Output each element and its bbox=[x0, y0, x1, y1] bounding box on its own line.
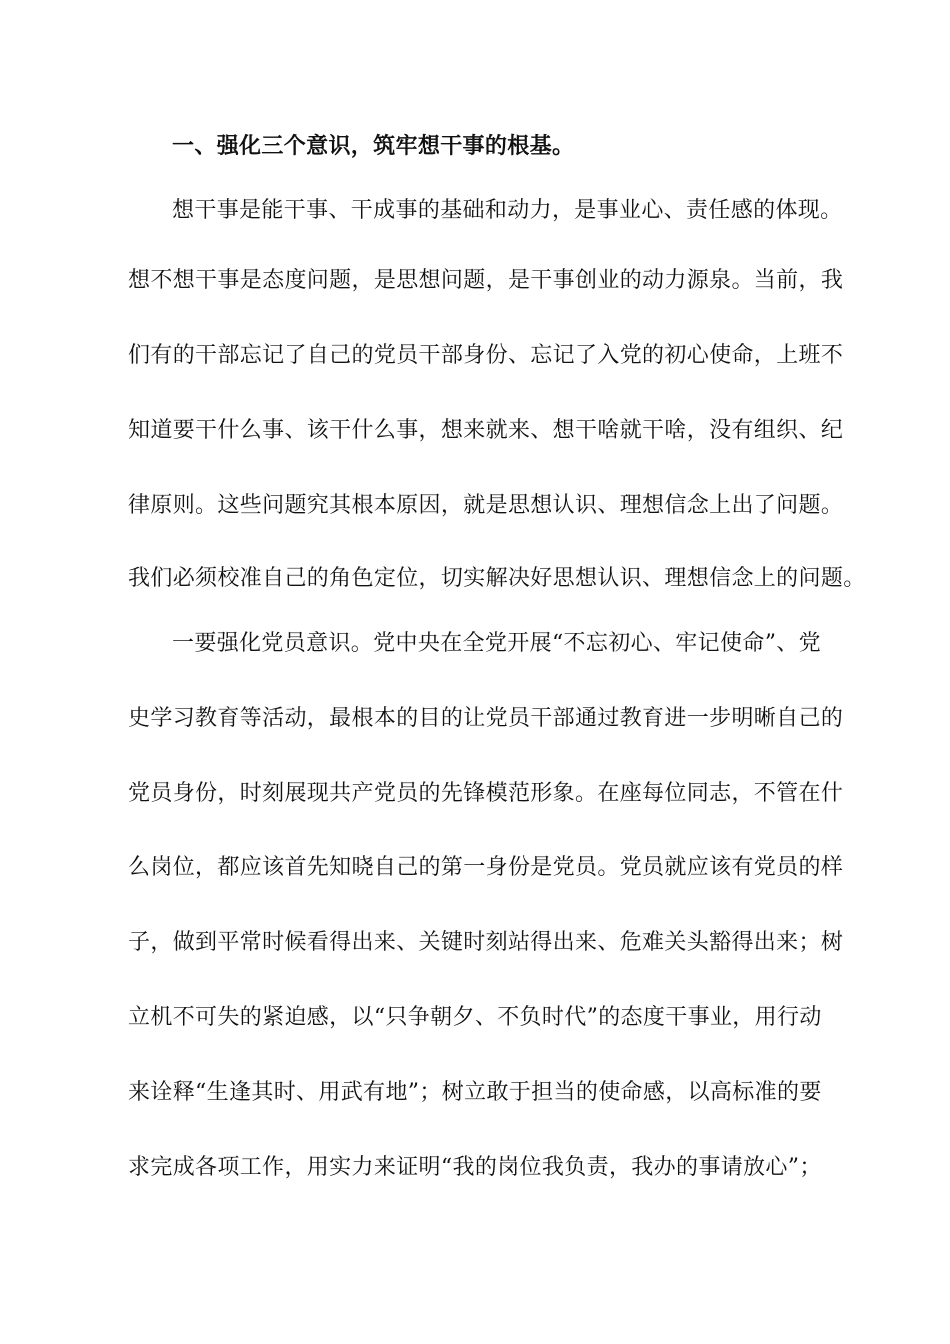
paragraph-1-line-3: 们有的干部忘记了自己的党员干部身份、忘记了入党的初心使命，上班不 bbox=[128, 343, 844, 368]
paragraph-1-line-2: 想不想干事是态度问题，是思想问题，是干事创业的动力源泉。当前，我 bbox=[128, 268, 844, 293]
paragraph-2-line-6: 立机不可失的紧迫感，以“只争朝夕、不负时代”的态度干事业，用行动 bbox=[128, 1005, 822, 1030]
paragraph-2-line-5: 子，做到平常时候看得出来、关键时刻站得出来、危难关头豁得出来；树 bbox=[128, 930, 844, 955]
paragraph-1-line-4: 知道要干什么事、该干什么事，想来就来、想干啥就干啥，没有组织、纪 bbox=[128, 418, 844, 443]
paragraph-1-line-1: 想干事是能干事、干成事的基础和动力，是事业心、责任感的体现。 bbox=[172, 198, 843, 223]
paragraph-2-line-7: 来诠释“生逢其时、用武有地”；树立敢于担当的使命感，以高标准的要 bbox=[128, 1080, 822, 1105]
section-heading: 一、强化三个意识，筑牢想干事的根基。 bbox=[172, 133, 575, 159]
paragraph-1-line-5: 律原则。这些问题究其根本原因，就是思想认识、理想信念上出了问题。 bbox=[128, 493, 844, 518]
paragraph-2-line-4: 么岗位，都应该首先知晓自己的第一身份是党员。党员就应该有党员的样 bbox=[128, 855, 844, 880]
paragraph-2-line-1: 一要强化党员意识。党中央在全党开展“不忘初心、牢记使命”、党 bbox=[172, 631, 821, 656]
paragraph-2-line-2: 史学习教育等活动，最根本的目的让党员干部通过教育进一步明晰自己的 bbox=[128, 706, 844, 731]
paragraph-1-line-6: 我们必须校准自己的角色定位，切实解决好思想认识、理想信念上的问题。 bbox=[128, 566, 866, 591]
paragraph-2-line-3: 党员身份，时刻展现共产党员的先锋模范形象。在座每位同志，不管在什 bbox=[128, 781, 844, 806]
paragraph-2-line-8: 求完成各项工作，用实力来证明“我的岗位我负责，我办的事请放心”； bbox=[128, 1155, 822, 1180]
